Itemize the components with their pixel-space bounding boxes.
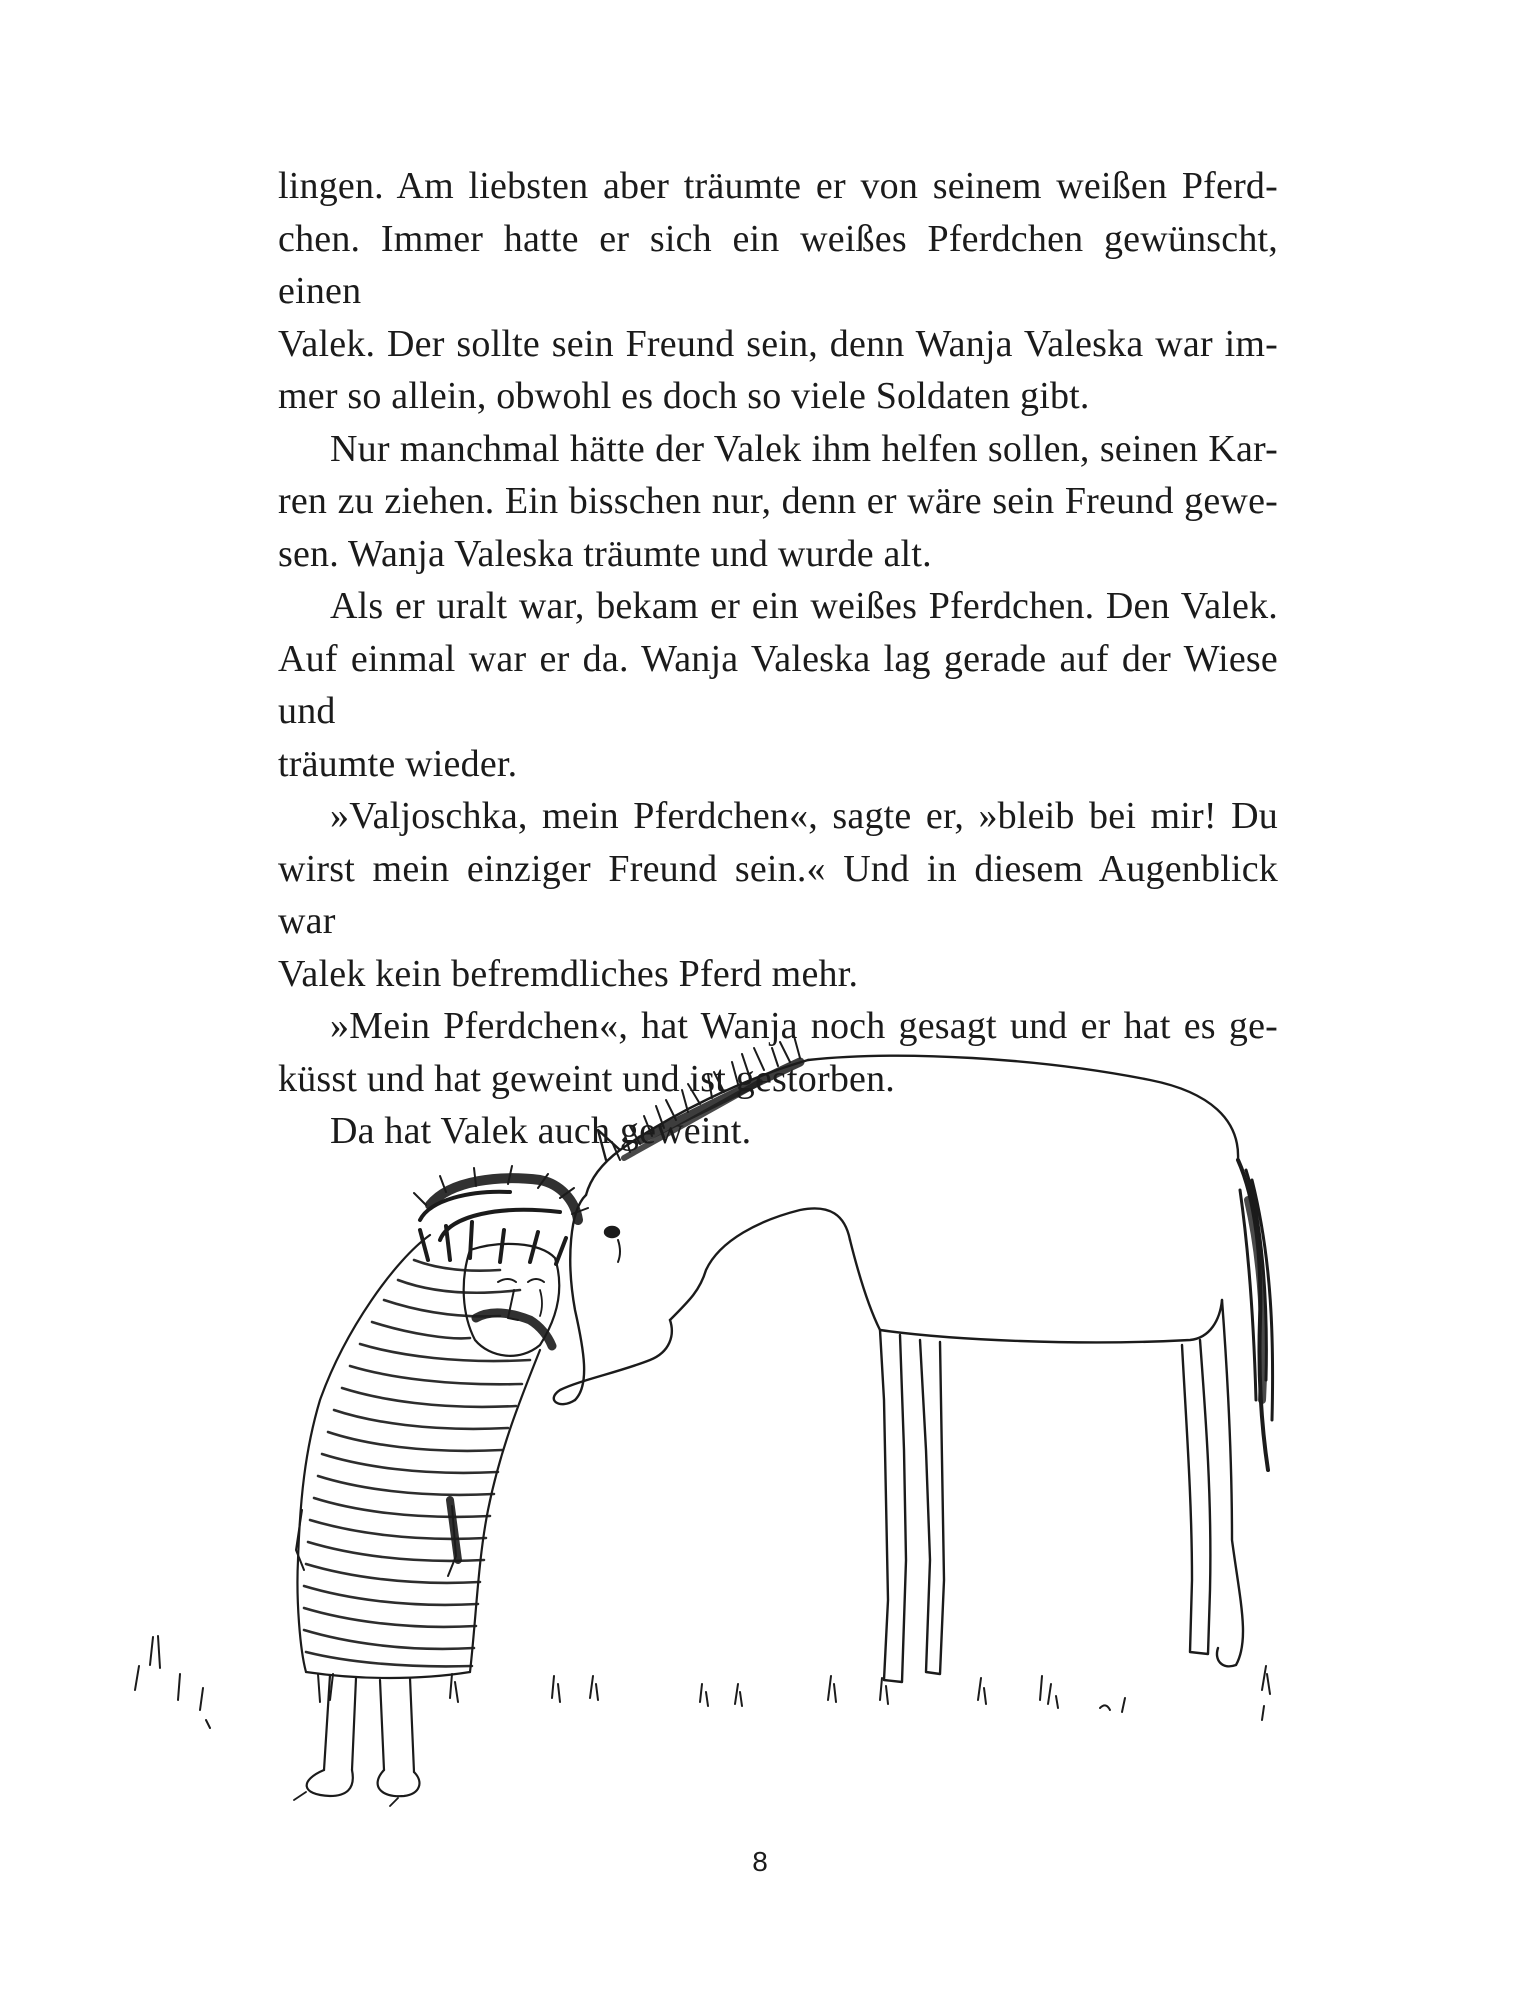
text-line: träumte wieder. — [278, 742, 518, 785]
horse-drawing — [554, 1036, 1273, 1682]
page-number: 8 — [752, 1846, 768, 1877]
text-line: küsst und hat geweint und ist gestorben. — [278, 1057, 895, 1100]
text-line: chen. Immer hatte er sich ein weißes Pferdchen gewünscht, einen — [278, 217, 1278, 312]
text-line: »Valjoschka, mein Pferdchen«, sagte er, »bleib bei mir! Du — [330, 795, 1278, 837]
paragraph — [278, 580, 1278, 790]
paragraph — [278, 160, 1278, 423]
old-man-drawing — [294, 1166, 588, 1806]
grass — [135, 1636, 1270, 1728]
text-line: sen. Wanja Valeska träumte und wurde alt. — [278, 532, 932, 575]
text-line: Valek kein befremdliches Pferd mehr. — [278, 952, 859, 995]
text-line: Valek. Der sollte sein Freund sein, denn Wanja Valeska war im- — [278, 322, 1278, 365]
text-line: Auf einmal war er da. Wanja Valeska lag gerade auf der Wiese und — [278, 637, 1278, 732]
text-line: »Mein Pferdchen«, hat Wanja noch gesagt und er hat es ge- — [330, 1005, 1278, 1047]
illustration — [0, 1035, 1527, 1915]
text-line: wirst mein einziger Freund sein.« Und in diesem Augenblick war — [278, 847, 1278, 942]
text-line: Als er uralt war, bekam er ein weißes Pferdchen. Den Valek. — [330, 585, 1278, 627]
text-line: ren zu ziehen. Ein bisschen nur, denn er wäre sein Freund gewe- — [278, 480, 1278, 522]
text-line: Nur manchmal hätte der Valek ihm helfen sollen, seinen Kar- — [330, 427, 1278, 470]
text-line: lingen. Am liebsten aber träumte er von seinem weißen Pferd- — [278, 165, 1278, 207]
text-line: Da hat Valek auch geweint. — [330, 1110, 752, 1152]
paragraph — [278, 423, 1278, 581]
paragraph — [278, 790, 1278, 1000]
story-text — [278, 160, 1278, 1158]
text-line: mer so allein, obwohl es doch so viele Soldaten gibt. — [278, 375, 1090, 417]
